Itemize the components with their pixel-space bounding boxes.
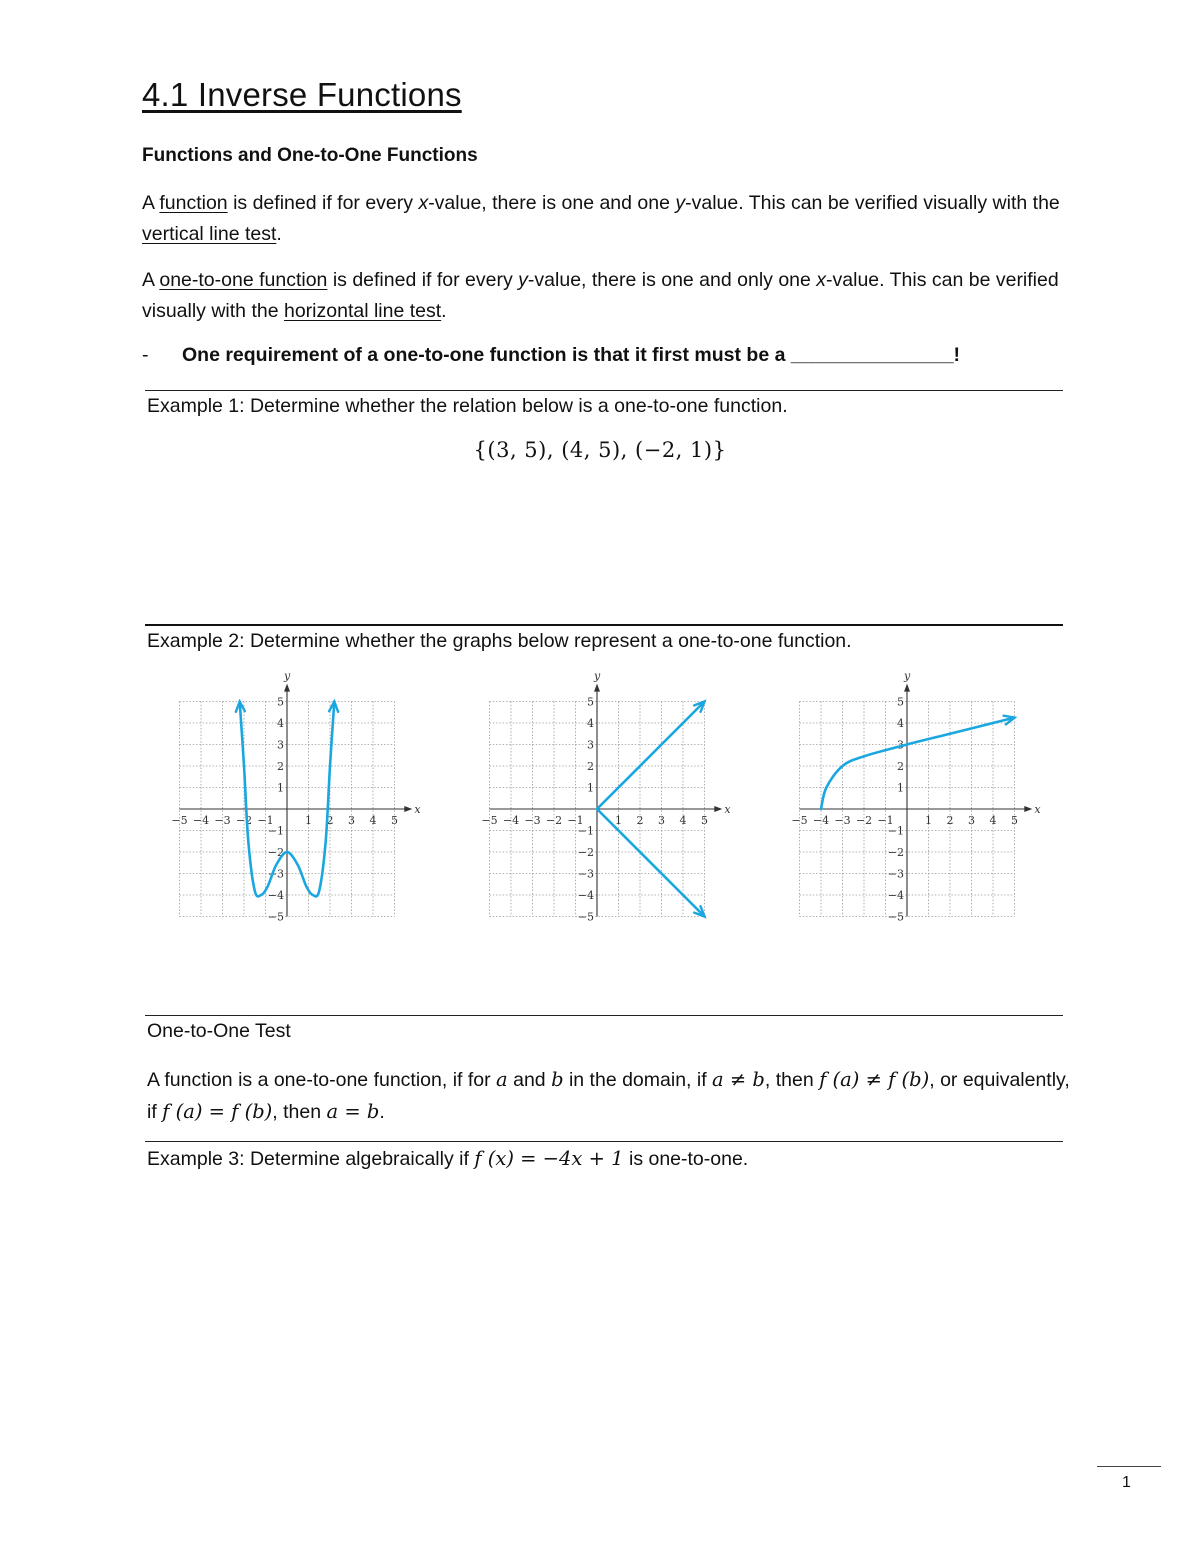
x-tick-label: −4 bbox=[812, 814, 830, 827]
x-tick-label: 2 bbox=[326, 814, 334, 827]
x-axis-label: x bbox=[724, 803, 731, 816]
x-tick-label: −3 bbox=[214, 814, 231, 827]
y-tick-label: 2 bbox=[897, 760, 904, 773]
term-one-to-one-function: one-to-one function bbox=[159, 269, 328, 291]
x-tick-label: 1 bbox=[615, 814, 622, 827]
y-tick-label: 1 bbox=[897, 781, 904, 795]
y-axis-arrow bbox=[904, 684, 910, 692]
term-vertical-line-test: vertical line test bbox=[142, 223, 277, 245]
x-tick-label: 5 bbox=[1011, 814, 1018, 827]
x-tick-label: 5 bbox=[701, 814, 708, 827]
x-axis-arrow bbox=[714, 806, 722, 812]
y-tick-label: −3 bbox=[887, 867, 904, 881]
y-tick-label: −1 bbox=[887, 824, 904, 838]
x-tick-label: −4 bbox=[502, 814, 520, 827]
x-tick-label: 3 bbox=[658, 814, 665, 827]
y-tick-label: 2 bbox=[587, 760, 594, 773]
x-tick-label: −1 bbox=[877, 814, 894, 827]
x-axis-label: x bbox=[1034, 803, 1041, 816]
bullet-dash: - bbox=[142, 344, 149, 366]
x-tick-label: 1 bbox=[925, 814, 932, 827]
x-tick-label: −4 bbox=[192, 814, 210, 827]
y-tick-label: −5 bbox=[887, 910, 904, 924]
y-tick-label: −4 bbox=[577, 889, 594, 902]
y-axis-label: y bbox=[284, 669, 291, 683]
y-axis-label: y bbox=[594, 669, 601, 683]
y-tick-label: −4 bbox=[887, 889, 904, 902]
graph-3 bbox=[784, 668, 1041, 928]
x-tick-label: 3 bbox=[348, 814, 355, 827]
x-tick-label: 1 bbox=[305, 814, 312, 827]
x-tick-label: −1 bbox=[567, 814, 584, 827]
y-tick-label: −1 bbox=[267, 824, 284, 838]
y-tick-label: 4 bbox=[897, 717, 904, 730]
one-to-one-test-heading: One-to-One Test bbox=[147, 1020, 291, 1042]
x-tick-label: −5 bbox=[171, 814, 188, 827]
x-tick-label: 3 bbox=[968, 814, 975, 827]
x-tick-label: −3 bbox=[834, 814, 851, 827]
function-curve bbox=[821, 718, 1015, 809]
y-tick-label: 1 bbox=[587, 781, 594, 795]
requirement-bullet bbox=[142, 344, 960, 367]
y-tick-label: 5 bbox=[897, 695, 904, 709]
x-tick-label: −5 bbox=[481, 814, 498, 827]
x-axis-arrow bbox=[404, 806, 412, 812]
x-tick-label: −1 bbox=[257, 814, 274, 827]
divider bbox=[145, 1141, 1063, 1142]
y-tick-label: −2 bbox=[267, 846, 284, 859]
example-3-label: Example 3: Determine algebraically if f (x) = −4x + 1 is one-to-one. bbox=[147, 1147, 749, 1170]
page-number: 1 bbox=[1122, 1474, 1131, 1491]
example-1-relation: {(3, 5), (4, 5), (−2, 1)} bbox=[473, 438, 727, 462]
y-tick-label: −5 bbox=[577, 910, 594, 924]
page-number-rule bbox=[1097, 1466, 1161, 1467]
y-tick-label: −2 bbox=[577, 846, 594, 859]
x-axis-arrow bbox=[1024, 806, 1032, 812]
y-tick-label: −2 bbox=[887, 846, 904, 859]
bullet-text: One requirement of a one-to-one function is that it first must be a _______________! bbox=[182, 344, 961, 366]
y-tick-label: 3 bbox=[587, 738, 594, 752]
y-tick-label: 5 bbox=[587, 695, 594, 709]
section-heading: Functions and One-to-One Functions bbox=[142, 145, 478, 166]
x-tick-label: 2 bbox=[946, 814, 954, 827]
x-tick-label: −3 bbox=[524, 814, 541, 827]
divider bbox=[145, 624, 1063, 626]
y-tick-label: −3 bbox=[267, 867, 284, 881]
example-2-label: Example 2: Determine whether the graphs below represent a one-to-one function. bbox=[147, 630, 852, 652]
example-3-math: f (x) = −4x + 1 bbox=[474, 1147, 624, 1170]
x-tick-label: −5 bbox=[791, 814, 808, 827]
y-axis-label: y bbox=[904, 669, 911, 683]
x-tick-label: −2 bbox=[855, 814, 873, 827]
y-tick-label: 4 bbox=[277, 717, 284, 730]
term-function: function bbox=[159, 192, 228, 214]
x-tick-label: 2 bbox=[636, 814, 644, 827]
x-tick-label: −2 bbox=[235, 814, 253, 827]
y-tick-label: −3 bbox=[577, 867, 594, 881]
divider bbox=[145, 390, 1063, 391]
y-tick-label: 4 bbox=[587, 717, 594, 730]
y-tick-label: 5 bbox=[277, 695, 284, 709]
y-tick-label: 2 bbox=[277, 760, 284, 773]
term-horizontal-line-test: horizontal line test bbox=[283, 300, 442, 322]
y-tick-label: 3 bbox=[277, 738, 284, 752]
y-tick-label: 3 bbox=[897, 738, 904, 752]
divider bbox=[145, 1015, 1063, 1016]
definition-function: A function is defined if for every x-value, there is one and one y-value. This can be verified visually with the vertical line test. bbox=[142, 192, 1060, 245]
x-tick-label: −2 bbox=[545, 814, 563, 827]
one-to-one-test-text: A function is a one-to-one function, if for a and b in the domain, if a ≠ b, then f (a) ≠ f (b), or equivalently, if f (a) = f (b), then a = b. bbox=[147, 1068, 1070, 1123]
definition-one-to-one: A one-to-one function is defined if for every y-value, there is one and only one x-value. This can be verified visually with the horizontal line test. bbox=[142, 269, 1059, 322]
y-tick-label: 1 bbox=[277, 781, 284, 795]
example-1-label: Example 1: Determine whether the relation below is a one-to-one function. bbox=[147, 395, 788, 417]
x-tick-label: 4 bbox=[369, 814, 377, 827]
y-tick-label: −1 bbox=[577, 824, 594, 838]
x-axis-label: x bbox=[414, 803, 421, 816]
y-axis-arrow bbox=[594, 684, 600, 692]
page-title: 4.1 Inverse Functions bbox=[142, 76, 462, 113]
y-axis-arrow bbox=[284, 684, 290, 692]
graph-1 bbox=[164, 668, 421, 928]
graph-2 bbox=[474, 668, 731, 928]
y-tick-label: −4 bbox=[267, 889, 284, 902]
x-tick-label: 4 bbox=[989, 814, 997, 827]
x-tick-label: 4 bbox=[679, 814, 687, 827]
y-tick-label: −5 bbox=[267, 910, 284, 924]
x-tick-label: 5 bbox=[391, 814, 398, 827]
